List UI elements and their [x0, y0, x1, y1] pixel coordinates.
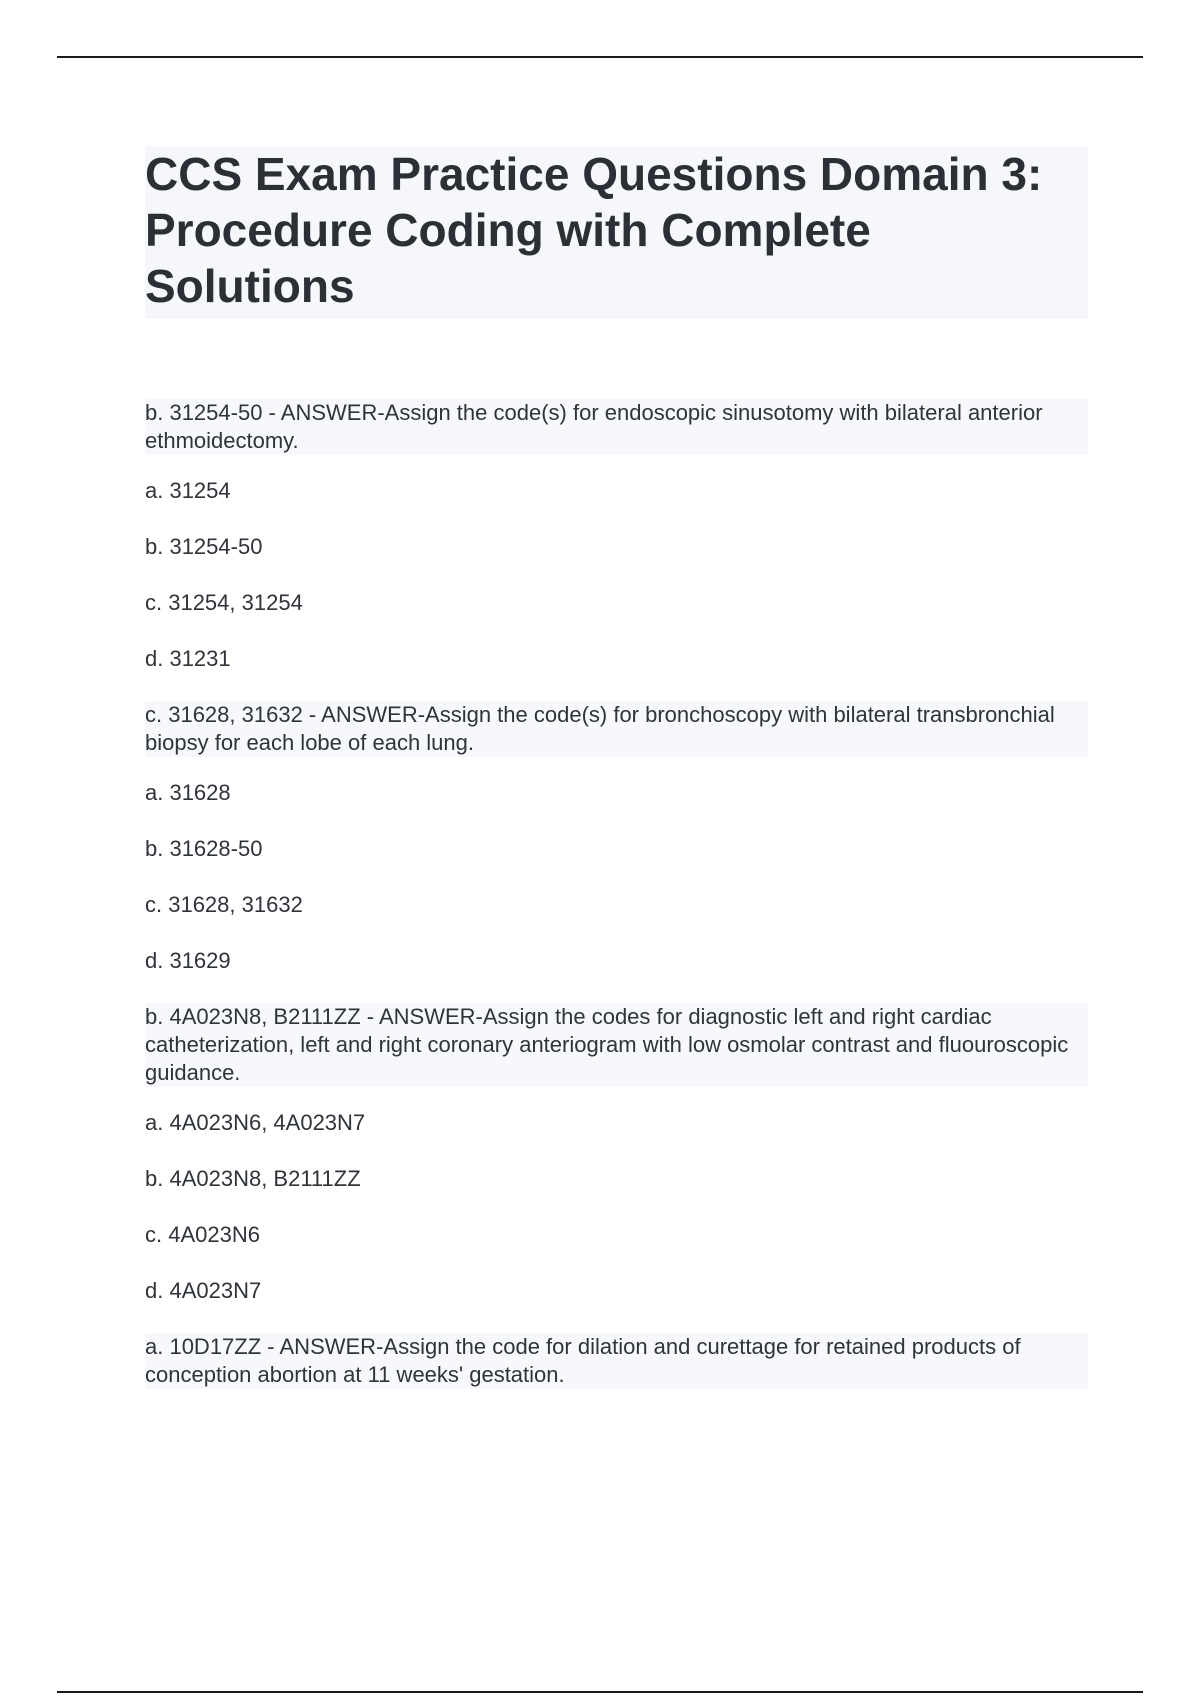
document-title: CCS Exam Practice Questions Domain 3: Procedure Coding with Complete Solutions — [145, 148, 1043, 312]
option-a: a. 31628 — [145, 780, 231, 805]
footer-rule — [57, 1691, 1143, 1693]
option-b: b. 4A023N8, B2111ZZ — [145, 1166, 361, 1191]
header-rule — [57, 56, 1143, 58]
question-item — [145, 399, 1088, 673]
option-a: a. 31254 — [145, 478, 231, 503]
question-item — [145, 1333, 1088, 1411]
document-body — [145, 146, 1088, 1411]
option-c: c. 31254, 31254 — [145, 590, 303, 615]
option-c: c. 4A023N6 — [145, 1222, 260, 1247]
question-item — [145, 1003, 1088, 1305]
question-item — [145, 701, 1088, 975]
option-d: d. 31231 — [145, 646, 231, 671]
option-d: d. 4A023N7 — [145, 1278, 262, 1303]
option-b: b. 31254-50 — [145, 534, 263, 559]
answer-line: c. 31628, 31632 - ANSWER-Assign the code(s) for bronchoscopy with bilateral transbronchial biopsy for each lobe of each lung. — [145, 701, 1088, 757]
option-b: b. 31628-50 — [145, 836, 263, 861]
answer-line: b. 4A023N8, B2111ZZ - ANSWER-Assign the codes for diagnostic left and right cardiac catheterization, left and right coronary anteriogram with low osmolar contrast and fluouroscopic guidance. — [145, 1003, 1088, 1087]
answer-line: b. 31254-50 - ANSWER-Assign the code(s) for endoscopic sinusotomy with bilateral anterior ethmoidectomy. — [145, 399, 1088, 455]
option-a: a. 4A023N6, 4A023N7 — [145, 1110, 366, 1135]
qa-list — [145, 399, 1088, 1411]
option-d: d. 31629 — [145, 948, 231, 973]
option-c: c. 31628, 31632 — [145, 892, 303, 917]
answer-line: a. 10D17ZZ - ANSWER-Assign the code for dilation and curettage for retained products of conception abortion at 11 weeks' gestation. — [145, 1333, 1088, 1389]
title-block — [145, 146, 1088, 319]
